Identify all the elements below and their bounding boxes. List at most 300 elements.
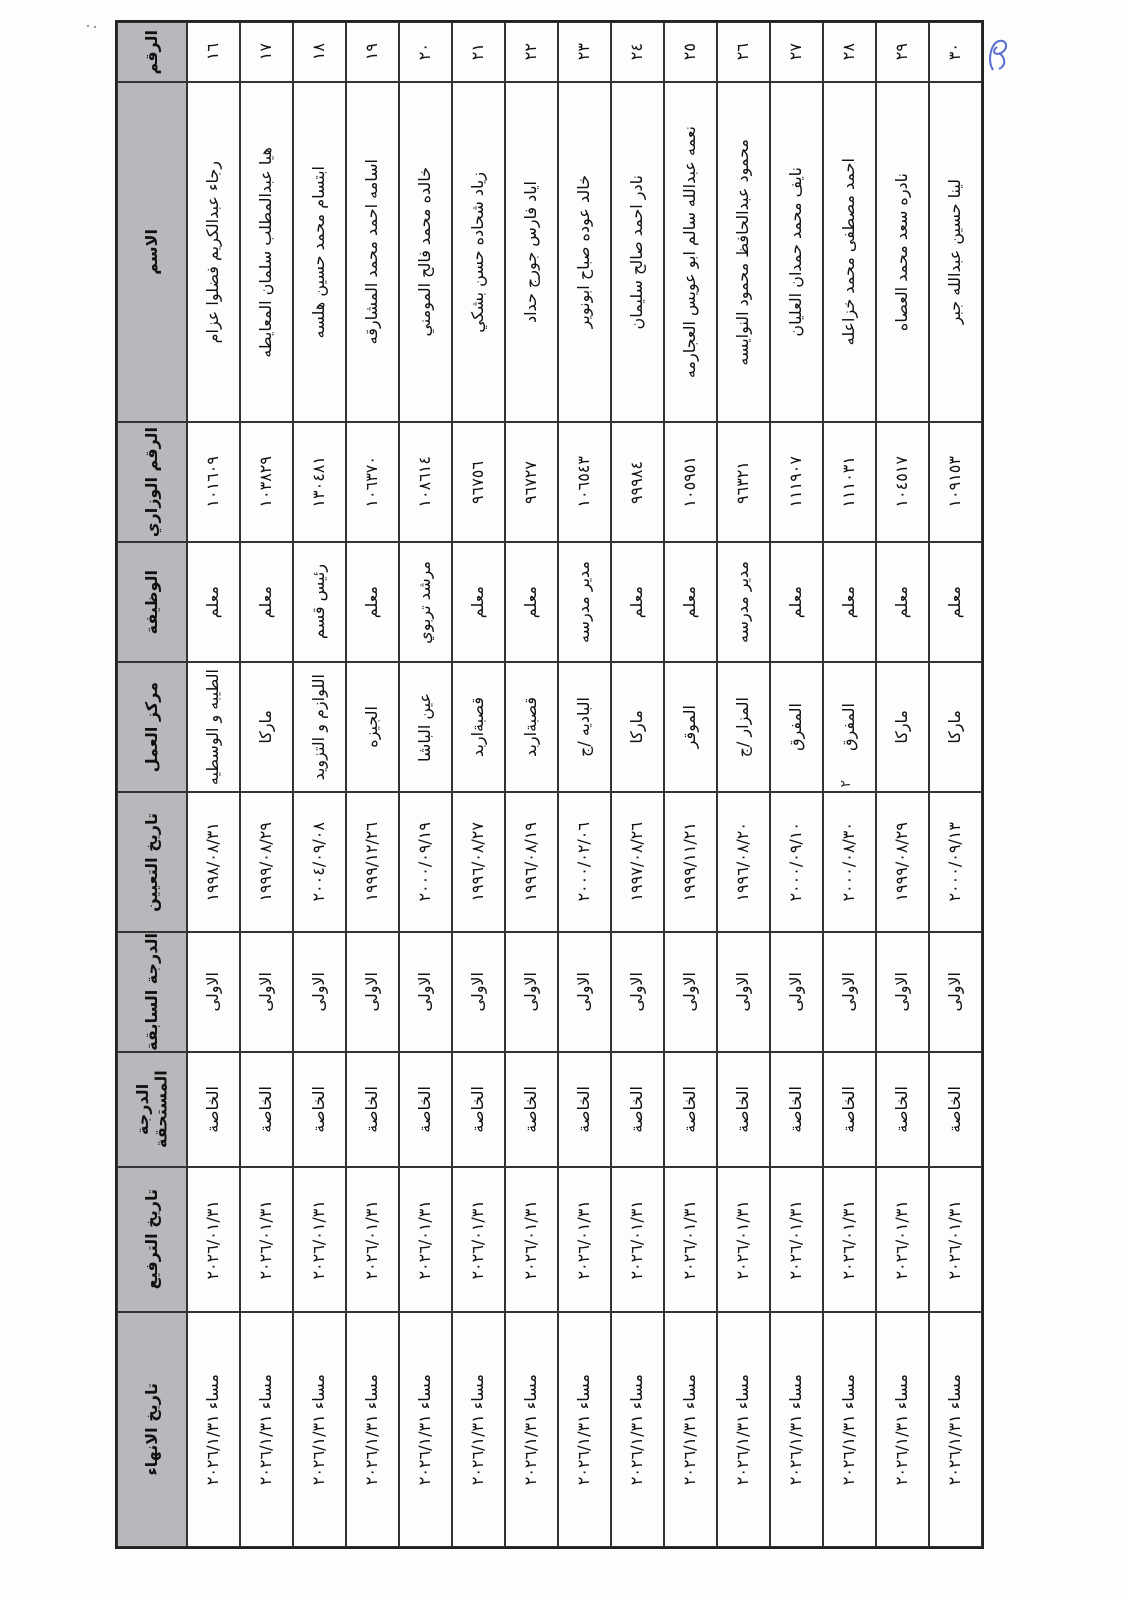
cell-end-date (876, 1312, 929, 1547)
cell-previous-grade-text: الاولى (203, 972, 223, 1012)
cell-work-center-text: المزار /ج (733, 696, 753, 758)
cell-work-center (823, 662, 876, 792)
cell-ministry-number-text: ٩٦٧٥٦ (468, 460, 488, 504)
cell-ministry-number (876, 422, 929, 542)
cell-ministry-number-text: ١٣٠٤٨١ (309, 456, 329, 508)
cell-number-text: ٢١ (468, 43, 488, 61)
cell-promotion-date-text: ٢٠٢٦/٠١/٣١ (680, 1199, 700, 1280)
cell-ministry-number (929, 422, 982, 542)
cell-number (611, 22, 664, 82)
cell-appointment-date (505, 792, 558, 932)
cell-job-text: معلم (627, 585, 647, 619)
cell-name-text: نادر احمد صالح سليمان (627, 174, 647, 330)
cell-due-grade-text: الخاصة (786, 1086, 806, 1133)
cell-work-center-text: ماركا (627, 710, 647, 744)
cell-job-text: معلم (839, 585, 859, 619)
cell-due-grade (611, 1052, 664, 1167)
cell-promotion-date (717, 1167, 770, 1312)
cell-name (346, 82, 399, 422)
cell-ministry-number (399, 422, 452, 542)
cell-appointment-date-text: ١٩٩٦/٠٨/١٩ (521, 822, 541, 902)
cell-number (717, 22, 770, 82)
cell-number (452, 22, 505, 82)
cell-due-grade-text: الخاصة (468, 1086, 488, 1133)
cell-work-center (293, 662, 346, 792)
cell-number-text: ٢٣ (574, 43, 594, 61)
cell-number (558, 22, 611, 82)
cell-job-text: مرشد تربوي (415, 560, 435, 644)
cell-appointment-date-text: ١٩٩٩/٠٨/٢٩ (256, 822, 276, 902)
cell-ministry-number-text: ٩٦٣٢١ (733, 460, 753, 504)
cell-appointment-date-text: ٢٠٠٠/٠٩/١٩ (415, 822, 435, 902)
cell-number-text: ٢٠ (415, 43, 435, 61)
page-number: ٢ (838, 780, 854, 788)
cell-ministry-number (293, 422, 346, 542)
cell-work-center-text: اللوازم و التزويد (309, 673, 329, 781)
cell-due-grade-text: الخاصة (256, 1086, 276, 1133)
cell-previous-grade-text: الاولى (309, 972, 329, 1012)
cell-previous-grade (770, 932, 823, 1052)
cell-previous-grade-text: الاولى (892, 972, 912, 1012)
cell-previous-grade-text: الاولى (415, 972, 435, 1012)
cell-job-text: رئيس قسم (309, 564, 329, 640)
cell-work-center-text: الباديه /ج (574, 697, 594, 757)
cell-name (293, 82, 346, 422)
header-promotion-date (117, 1167, 187, 1312)
cell-end-date (929, 1312, 982, 1547)
cell-appointment-date-text: ٢٠٠٠/٠٩/١٣ (945, 822, 965, 902)
cell-ministry-number-text: ١٠٣٨٢٩ (256, 456, 276, 508)
cell-job-text: معلم (680, 585, 700, 619)
cell-promotion-date (293, 1167, 346, 1312)
header-end-date (117, 1312, 187, 1547)
cell-work-center (452, 662, 505, 792)
cell-name-text: احمد مصطفى محمد خزاعله (839, 158, 859, 346)
cell-due-grade-text: الخاصة (415, 1086, 435, 1133)
cell-due-grade (717, 1052, 770, 1167)
cell-ministry-number-text: ١١١٠٣١ (839, 456, 859, 508)
header-name-text: الاسم (141, 229, 161, 275)
cell-previous-grade-text: الاولى (945, 972, 965, 1012)
cell-due-grade-text: الخاصة (627, 1086, 647, 1133)
cell-ministry-number (505, 422, 558, 542)
cell-previous-grade (240, 932, 293, 1052)
cell-name-text: نادره سعد محمد العصاه (892, 172, 912, 332)
cell-ministry-number-text: ١٠٩١٥٣ (945, 456, 965, 508)
cell-name-text: اياد فارس جورج حداد (521, 180, 541, 323)
cell-number-text: ٢٩ (892, 43, 912, 61)
cell-promotion-date-text: ٢٠٢٦/٠١/٣١ (256, 1199, 276, 1280)
cell-work-center (664, 662, 717, 792)
cell-number (293, 22, 346, 82)
cell-appointment-date (293, 792, 346, 932)
cell-previous-grade (558, 932, 611, 1052)
cell-work-center (240, 662, 293, 792)
header-previous-grade-text: الدرجة السابقة (141, 933, 161, 1051)
cell-end-date (664, 1312, 717, 1547)
cell-due-grade-text: الخاصة (680, 1086, 700, 1133)
cell-end-date-text: مساء ٢٠٢٦/١/٣١ (468, 1373, 488, 1486)
cell-appointment-date-text: ١٩٩٧/٠٨/٢٦ (627, 822, 647, 902)
cell-previous-grade-text: الاولى (786, 972, 806, 1012)
cell-number-text: ٢٥ (680, 43, 700, 61)
cell-previous-grade-text: الاولى (521, 972, 541, 1012)
cell-number (664, 22, 717, 82)
cell-work-center-text: قصبةاربد (468, 697, 488, 757)
cell-appointment-date (929, 792, 982, 932)
cell-previous-grade-text: الاولى (574, 972, 594, 1012)
cell-promotion-date (187, 1167, 240, 1312)
cell-end-date-text: مساء ٢٠٢٦/١/٣١ (415, 1373, 435, 1486)
header-ministry-number (117, 422, 187, 542)
cell-job-text: معلم (468, 585, 488, 619)
cell-name-text: هيا عبدالمطلب سلمان المعايطه (256, 146, 276, 358)
cell-previous-grade (929, 932, 982, 1052)
cell-previous-grade (664, 932, 717, 1052)
cell-name-text: اسامه احمد محمد المشارقه (362, 159, 382, 345)
cell-job-text: معلم (786, 585, 806, 619)
cell-number-text: ٣٠ (945, 43, 965, 61)
cell-due-grade (293, 1052, 346, 1167)
cell-appointment-date (346, 792, 399, 932)
cell-work-center (770, 662, 823, 792)
cell-name (187, 82, 240, 422)
cell-job (717, 542, 770, 662)
cell-due-grade (505, 1052, 558, 1167)
cell-work-center (558, 662, 611, 792)
cell-appointment-date (611, 792, 664, 932)
cell-previous-grade (187, 932, 240, 1052)
cell-due-grade-text: الخاصة (892, 1086, 912, 1133)
cell-name-text: لينا حسين عبدالله جبر (945, 179, 965, 325)
cell-end-date-text: مساء ٢٠٢٦/١/٣١ (203, 1373, 223, 1486)
cell-appointment-date (558, 792, 611, 932)
cell-promotion-date (770, 1167, 823, 1312)
cell-number-text: ٢٦ (733, 43, 753, 61)
cell-end-date-text: مساء ٢٠٢٦/١/٣١ (839, 1373, 859, 1486)
cell-end-date (823, 1312, 876, 1547)
cell-number-text: ١٩ (362, 43, 382, 61)
cell-due-grade-text: الخاصة (574, 1086, 594, 1133)
cell-name (929, 82, 982, 422)
cell-name-text: خالد عوده صباح ابونوير (574, 175, 594, 329)
cell-ministry-number-text: ١٠٤٥١٧ (892, 456, 912, 508)
cell-promotion-date-text: ٢٠٢٦/٠١/٣١ (203, 1199, 223, 1280)
header-name (117, 82, 187, 422)
cell-work-center (929, 662, 982, 792)
cell-job (452, 542, 505, 662)
cell-promotion-date-text: ٢٠٢٦/٠١/٣١ (362, 1199, 382, 1280)
cell-name-text: خالده محمد فالح المومني (415, 167, 435, 337)
cell-ministry-number-text: ٩٦٧٢٧ (521, 460, 541, 504)
cell-appointment-date-text: ٢٠٠٠/٠٨/٣٠ (839, 822, 859, 902)
cell-end-date-text: مساء ٢٠٢٦/١/٣١ (680, 1373, 700, 1486)
cell-promotion-date (823, 1167, 876, 1312)
cell-name-text: نعمه عبدالله سالم ابو عويس العجارمه (680, 125, 700, 379)
cell-previous-grade-text: الاولى (468, 972, 488, 1012)
cell-promotion-date (346, 1167, 399, 1312)
cell-end-date (717, 1312, 770, 1547)
cell-number (187, 22, 240, 82)
cell-name-text: زياد شحاده حسن بشكي (468, 171, 488, 333)
cell-number (929, 22, 982, 82)
cell-promotion-date-text: ٢٠٢٦/٠١/٣١ (786, 1199, 806, 1280)
cell-name-text: نايف محمد حمدان العليان (786, 167, 806, 337)
cell-appointment-date (770, 792, 823, 932)
cell-number-text: ١٨ (309, 43, 329, 61)
cell-appointment-date (876, 792, 929, 932)
cell-end-date (240, 1312, 293, 1547)
cell-due-grade-text: الخاصة (945, 1086, 965, 1133)
cell-promotion-date-text: ٢٠٢٦/٠١/٣١ (521, 1199, 541, 1280)
cell-appointment-date (240, 792, 293, 932)
cell-work-center (505, 662, 558, 792)
cell-due-grade (929, 1052, 982, 1167)
cell-name-text: رجاء عبدالكريم فضلوا عزام (203, 160, 223, 344)
cell-appointment-date-text: ٢٠٠٠/٠٩/١٠ (786, 822, 806, 902)
cell-job (611, 542, 664, 662)
cell-ministry-number (187, 422, 240, 542)
cell-appointment-date (399, 792, 452, 932)
cell-promotion-date-text: ٢٠٢٦/٠١/٣١ (839, 1199, 859, 1280)
cell-end-date (505, 1312, 558, 1547)
cell-promotion-date-text: ٢٠٢٦/٠١/٣١ (309, 1199, 329, 1280)
header-promotion-date-text: تاريخ الترفيع (141, 1189, 161, 1290)
cell-due-grade-text: الخاصة (309, 1086, 329, 1133)
cell-number (240, 22, 293, 82)
cell-work-center (876, 662, 929, 792)
cell-end-date-text: مساء ٢٠٢٦/١/٣١ (362, 1373, 382, 1486)
cell-number (505, 22, 558, 82)
cell-work-center-text: قصبةاربد (521, 697, 541, 757)
cell-number (876, 22, 929, 82)
cell-work-center (346, 662, 399, 792)
cell-end-date (611, 1312, 664, 1547)
cell-name (717, 82, 770, 422)
header-number-text: الرقم (141, 29, 161, 75)
cell-job-text: معلم (521, 585, 541, 619)
cell-due-grade-text: الخاصة (362, 1086, 382, 1133)
header-work-center (117, 662, 187, 792)
cell-promotion-date-text: ٢٠٢٦/٠١/٣١ (892, 1199, 912, 1280)
cell-appointment-date (187, 792, 240, 932)
cell-number-text: ١٦ (203, 43, 223, 61)
cell-previous-grade (823, 932, 876, 1052)
cell-end-date (346, 1312, 399, 1547)
cell-due-grade (770, 1052, 823, 1167)
cell-previous-grade-text: الاولى (627, 972, 647, 1012)
cell-work-center (717, 662, 770, 792)
cell-promotion-date-text: ٢٠٢٦/٠١/٣١ (574, 1199, 594, 1280)
cell-name (611, 82, 664, 422)
cell-job-text: مدير مدرسه (574, 560, 594, 643)
cell-end-date-text: مساء ٢٠٢٦/١/٣١ (574, 1373, 594, 1486)
cell-work-center (187, 662, 240, 792)
cell-appointment-date (452, 792, 505, 932)
cell-previous-grade-text: الاولى (362, 972, 382, 1012)
cell-work-center-text: المفرق (839, 703, 859, 751)
header-appointment-date-text: تاريخ التعيين (141, 812, 161, 912)
cell-promotion-date (929, 1167, 982, 1312)
cell-ministry-number-text: ١٠١٦٠٩ (203, 456, 223, 508)
cell-ministry-number (664, 422, 717, 542)
cell-due-grade (240, 1052, 293, 1167)
cell-due-grade (664, 1052, 717, 1167)
cell-previous-grade (505, 932, 558, 1052)
cell-appointment-date (664, 792, 717, 932)
cell-end-date-text: مساء ٢٠٢٦/١/٣١ (521, 1373, 541, 1486)
cell-work-center-text: المفرق (786, 703, 806, 751)
cell-appointment-date-text: ١٩٩٩/٠٨/٢٩ (892, 822, 912, 902)
cell-name (823, 82, 876, 422)
cell-name (664, 82, 717, 422)
cell-appointment-date-text: ١٩٩٦/٠٨/٢٧ (468, 822, 488, 902)
cell-job-text: معلم (362, 585, 382, 619)
cell-number (770, 22, 823, 82)
cell-job-text: معلم (892, 585, 912, 619)
cell-job (929, 542, 982, 662)
cell-appointment-date-text: ١٩٩٨/٠٨/٣١ (203, 822, 223, 902)
cell-previous-grade (611, 932, 664, 1052)
cell-promotion-date (399, 1167, 452, 1312)
cell-job (240, 542, 293, 662)
cell-due-grade (558, 1052, 611, 1167)
cell-ministry-number-text: ٩٩٩٨٤ (627, 460, 647, 504)
header-job (117, 542, 187, 662)
cell-ministry-number-text: ١٠٦٥٤٣ (574, 456, 594, 508)
cell-ministry-number-text: ١٠٥٩٥١ (680, 456, 700, 508)
cell-previous-grade-text: الاولى (733, 972, 753, 1012)
cell-end-date (452, 1312, 505, 1547)
cell-name-text: محمود عبدالحافظ محمود النوايسه (733, 138, 753, 366)
cell-job-text: معلم (203, 585, 223, 619)
cell-name (558, 82, 611, 422)
cell-due-grade-text: الخاصة (521, 1086, 541, 1133)
header-due-grade-text: الدرجة المستحقة (132, 1070, 170, 1149)
cell-work-center-text: الموقر (680, 705, 700, 749)
cell-job (558, 542, 611, 662)
cell-work-center-text: ماركا (945, 710, 965, 744)
cell-previous-grade (293, 932, 346, 1052)
cell-job (823, 542, 876, 662)
cell-promotion-date (505, 1167, 558, 1312)
cell-previous-grade-text: الاولى (680, 972, 700, 1012)
cell-work-center-text: ماركا (892, 710, 912, 744)
cell-end-date (187, 1312, 240, 1547)
cell-job-text: معلم (945, 585, 965, 619)
header-due-grade (117, 1052, 187, 1167)
cell-previous-grade-text: الاولى (256, 972, 276, 1012)
cell-work-center-text: ماركا (256, 710, 276, 744)
cell-appointment-date-text: ١٩٩٩/١٢/٢٦ (362, 822, 382, 902)
cell-end-date-text: مساء ٢٠٢٦/١/٣١ (309, 1373, 329, 1486)
cell-promotion-date-text: ٢٠٢٦/٠١/٣١ (468, 1199, 488, 1280)
cell-number (346, 22, 399, 82)
cell-name (240, 82, 293, 422)
cell-end-date (558, 1312, 611, 1547)
cell-number (399, 22, 452, 82)
signature-mark-icon (985, 35, 1015, 79)
cell-due-grade (399, 1052, 452, 1167)
cell-job (664, 542, 717, 662)
cell-job (187, 542, 240, 662)
cell-due-grade-text: الخاصة (203, 1086, 223, 1133)
cell-number-text: ٢٧ (786, 43, 806, 61)
cell-previous-grade (452, 932, 505, 1052)
header-job-text: الوظيفة (141, 569, 161, 635)
cell-ministry-number (770, 422, 823, 542)
cell-number (823, 22, 876, 82)
cell-promotion-date-text: ٢٠٢٦/٠١/٣١ (627, 1199, 647, 1280)
cell-due-grade-text: الخاصة (733, 1086, 753, 1133)
header-appointment-date (117, 792, 187, 932)
cell-ministry-number-text: ١٠٦٣٧٠ (362, 456, 382, 508)
cell-number-text: ٢٨ (839, 43, 859, 61)
cell-ministry-number (823, 422, 876, 542)
cell-appointment-date (823, 792, 876, 932)
cell-name (505, 82, 558, 422)
cell-promotion-date (452, 1167, 505, 1312)
cell-promotion-date-text: ٢٠٢٦/٠١/٣١ (733, 1199, 753, 1280)
cell-ministry-number (558, 422, 611, 542)
cell-previous-grade (876, 932, 929, 1052)
cell-job-text: معلم (256, 585, 276, 619)
cell-promotion-date (664, 1167, 717, 1312)
cell-job (346, 542, 399, 662)
cell-ministry-number-text: ١١١٩٠٧ (786, 456, 806, 508)
cell-name (876, 82, 929, 422)
cell-due-grade-text: الخاصة (839, 1086, 859, 1133)
cell-due-grade (876, 1052, 929, 1167)
cell-job (399, 542, 452, 662)
cell-job (876, 542, 929, 662)
header-previous-grade (117, 932, 187, 1052)
cell-work-center-text: الطيبه و الوسطيه (203, 668, 223, 786)
cell-due-grade (823, 1052, 876, 1167)
cell-promotion-date (558, 1167, 611, 1312)
cell-ministry-number (240, 422, 293, 542)
cell-job (293, 542, 346, 662)
cell-promotion-date-text: ٢٠٢٦/٠١/٣١ (945, 1199, 965, 1280)
cell-previous-grade (346, 932, 399, 1052)
cell-work-center-text: عين الباشا (415, 692, 435, 762)
cell-promotion-date-text: ٢٠٢٦/٠١/٣١ (415, 1199, 435, 1280)
header-end-date-text: تاريخ الانهاء (141, 1383, 161, 1476)
cell-name-text: ابتسام محمد حسين هلسه (309, 165, 329, 339)
cell-job (770, 542, 823, 662)
cell-appointment-date-text: ٢٠٠٠/٠٢/٠٦ (574, 822, 594, 902)
cell-name (452, 82, 505, 422)
header-work-center-text: مركز العمل (141, 681, 161, 773)
cell-end-date-text: مساء ٢٠٢٦/١/٣١ (945, 1373, 965, 1486)
cell-ministry-number (611, 422, 664, 542)
cell-previous-grade-text: الاولى (839, 972, 859, 1012)
cell-appointment-date-text: ٢٠٠٤/٠٩/٠٨ (309, 822, 329, 902)
cell-number-text: ٢٤ (627, 43, 647, 61)
cell-end-date (293, 1312, 346, 1547)
cell-end-date-text: مساء ٢٠٢٦/١/٣١ (627, 1373, 647, 1486)
cell-end-date (770, 1312, 823, 1547)
cell-due-grade (187, 1052, 240, 1167)
cell-appointment-date-text: ١٩٩٩/١١/٢١ (680, 822, 700, 902)
cell-due-grade (452, 1052, 505, 1167)
cell-ministry-number (452, 422, 505, 542)
cell-ministry-number-text: ١٠٨٦١٤ (415, 456, 435, 508)
cell-previous-grade (717, 932, 770, 1052)
cell-work-center-text: الجيزه (362, 706, 382, 748)
cell-ministry-number (346, 422, 399, 542)
cell-ministry-number (717, 422, 770, 542)
